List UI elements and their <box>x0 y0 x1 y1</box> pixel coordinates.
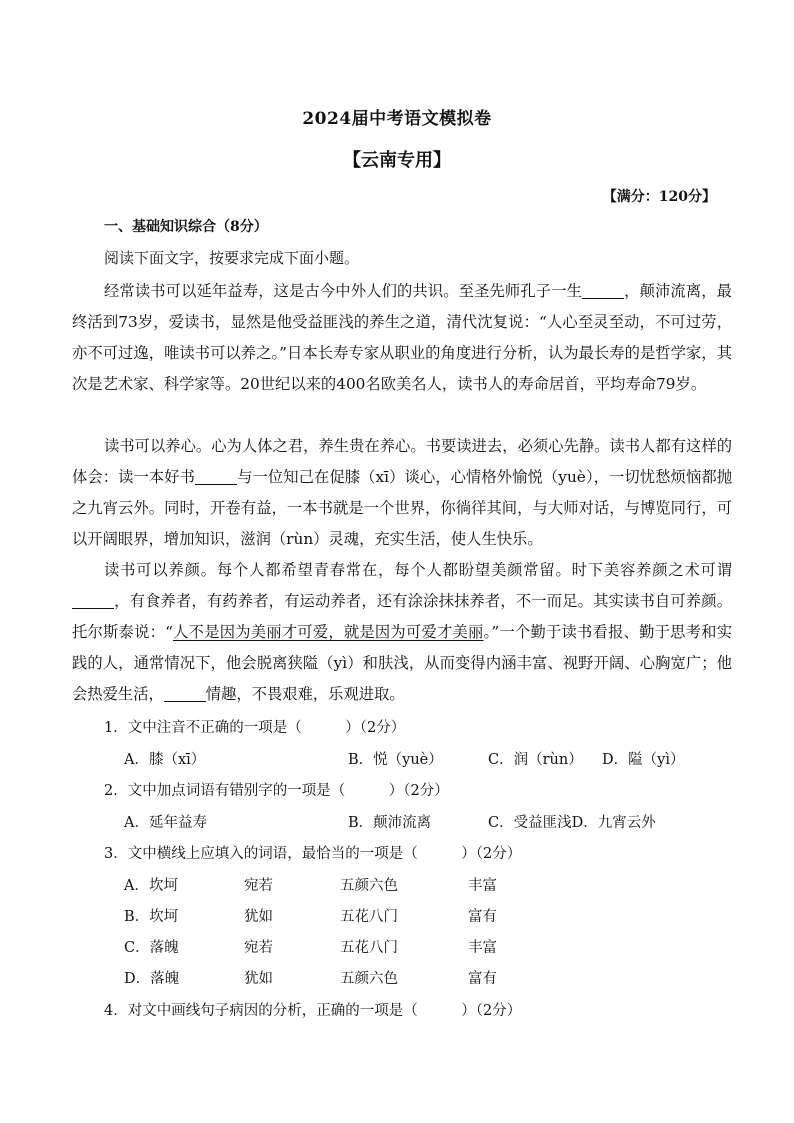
passage-text: 读书可以养心。心为人体之君，养生贵在养心。书要读进去，必须心先静。读书人都有这样的体会：读一本好书 <box>72 437 732 486</box>
option-a: A．延年益寿 <box>124 815 207 831</box>
fill-blank <box>195 468 237 485</box>
exam-title: 2024届中考语文模拟卷 <box>302 109 492 129</box>
option-cell: D．落魄 <box>124 971 180 987</box>
question-3-stem: 3．文中横线上应填入的词语，最恰当的一项是（ ）（2分） <box>104 846 522 862</box>
exam-subtitle: 【云南专用】 <box>343 150 451 171</box>
fill-blank <box>72 592 114 609</box>
option-b: B．颠沛流离 <box>348 815 432 831</box>
passage-text: 读书可以养颜。每个人都希望青春常在，每个人都盼望美颜常留。时下美容养颜之术可谓 <box>104 561 732 579</box>
option-a: A．膝（xī） <box>124 752 206 768</box>
passage-text: ，有食养者，有药养者，有运动养者，还有涂涂抹抹养者，不一而足。其实读书自可养颜。托尔斯泰说：“ <box>72 592 732 641</box>
option-cell: 富有 <box>468 971 497 987</box>
passage-paragraph-2 <box>72 431 732 555</box>
option-cell: B．坎坷 <box>124 909 179 925</box>
fill-blank <box>582 282 624 299</box>
option-cell: 五颜六色 <box>340 971 398 987</box>
option-cell: C．落魄 <box>124 940 179 956</box>
full-score-label: 【满分：120分】 <box>602 189 716 205</box>
question-4-stem: 4．对文中画线句子病因的分析，正确的一项是（ ）（2分） <box>104 1003 522 1019</box>
option-cell: A．坎坷 <box>124 878 178 894</box>
option-cell: 丰富 <box>468 878 497 894</box>
underlined-sentence: 人不是因为美丽才可爱，就是因为可爱才美丽 <box>172 623 484 641</box>
passage-text: 与一位知己在促膝（xī）谈心，心情格外愉悦（yuè），一切忧愁烦恼都抛之九宵云外。同时，开卷有益，一本书就是一个世界，你徜徉其间，与大师对话，与博览同行，可以开阔眼界，增加知识，滋润（rùn）灵魂，充实生活，使人生快乐。 <box>72 468 732 548</box>
passage-text: 情趣，不畏艰难，乐观进取。 <box>205 685 405 703</box>
passage-text: 。”一个勤于读书看报、勤于思考和实践的人，通常情况下，他会脱离狭隘（yì）和肤浅，从而变得内涵丰富、视野开阔、心胸宽广；他会热爱生活， <box>72 623 732 703</box>
question-2-stem: 2．文中加点词语有错别字的一项是（ ）（2分） <box>104 783 449 799</box>
question-1-stem: 1．文中注音不正确的一项是（ ）（2分） <box>104 720 406 736</box>
option-cell: 宛若 <box>244 878 273 894</box>
option-cell: 富有 <box>468 909 497 925</box>
fill-blank <box>164 685 206 702</box>
option-cell: 五颜六色 <box>340 878 398 894</box>
option-cell: 丰富 <box>468 940 497 956</box>
option-cell: 宛若 <box>244 940 273 956</box>
option-cell: 犹如 <box>244 909 273 925</box>
section-heading: 一、基础知识综合（8分） <box>104 219 268 235</box>
passage-paragraph-1 <box>72 276 732 400</box>
option-d: D．隘（yì） <box>602 752 685 768</box>
option-c: C．润（rùn） <box>488 752 583 768</box>
option-c-d: C．受益匪浅D．九宵云外 <box>488 815 656 831</box>
option-cell: 五花八门 <box>340 909 398 925</box>
passage-text: ，颠沛流离，最终活到73岁，爱读书，显然是他受益匪浅的养生之道，清代沈复说：“人心至灵至动，不可过劳，亦不可过逸，唯读书可以养之。”日本长寿专家从职业的角度进行分析，认为最长寿的是哲学家，其次是艺术家、科学家等。20世纪以来的400名欧美名人，读书人的寿命居首，平均寿命79岁。 <box>72 282 732 393</box>
option-cell: 犹如 <box>244 971 273 987</box>
passage-text: 经常读书可以延年益寿，这是古今中外人们的共识。至圣先师孔子一生 <box>104 282 583 300</box>
option-cell: 五花八门 <box>340 940 398 956</box>
passage-paragraph-3 <box>72 555 732 710</box>
section-instruction: 阅读下面文字，按要求完成下面小题。 <box>104 249 360 267</box>
option-b: B．悦（yuè） <box>348 752 443 768</box>
